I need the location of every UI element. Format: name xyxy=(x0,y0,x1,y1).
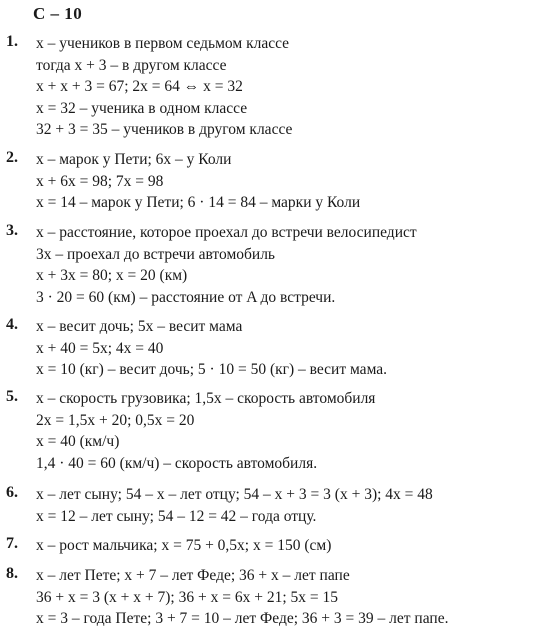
solution-line: x = 3 – года Пете; 3 + 7 = 10 – лет Феде; 36 + 3 = 39 – лет папе. xyxy=(36,610,449,627)
solution-line: x = 14 – марок у Пети; 6 · 14 = 84 – марки у Коли xyxy=(36,194,361,211)
solution-line: x = 40 (км/ч) xyxy=(36,433,120,450)
problem-body xyxy=(36,149,546,214)
problem-body xyxy=(36,316,546,381)
problem-body xyxy=(36,484,546,527)
solution-line: 32 + 3 = 35 – учеников в другом классе xyxy=(36,121,293,138)
problem-number: 6. xyxy=(6,484,18,501)
problem-number: 2. xyxy=(6,149,18,166)
solution-line: 3 · 20 = 60 (км) – расстояние от A до встречи. xyxy=(36,288,336,306)
problem-number: 7. xyxy=(6,535,18,552)
solution-line: x – расстояние, которое проехал до встречи велосипедист xyxy=(36,224,417,241)
solution-line: x – рост мальчика; x = 75 + 0,5x; x = 150 (см) xyxy=(36,537,332,554)
solution-line: x – лет Пете; x + 7 – лет Феде; 36 + x – лет папе xyxy=(36,567,350,584)
solution-line: тогда x + 3 – в другом классе xyxy=(36,56,227,74)
problem-body xyxy=(36,33,546,141)
solution-line: x – весит дочь; 5x – весит мама xyxy=(36,318,243,335)
problem-number: 8. xyxy=(6,565,18,582)
solution-line: x = 10 (кг) – весит дочь; 5 · 10 = 50 (кг) – весит мама. xyxy=(36,361,388,378)
problem-body xyxy=(36,565,546,630)
solution-line: x – лет сыну; 54 – x – лет отцу; 54 – x + 3 = 3 (x + 3); 4x = 48 xyxy=(36,486,433,503)
solution-line: 1,4 · 40 = 60 (км/ч) – скорость автомобиля. xyxy=(36,454,318,472)
solution-line: x – учеников в первом седьмом классе xyxy=(36,35,290,52)
solution-line: x + 6x = 98; 7x = 98 xyxy=(36,172,164,190)
solution-line: x + 40 = 5x; 4x = 40 xyxy=(36,339,164,357)
solution-line: x = 32 – ученика в одном классе xyxy=(36,99,248,117)
problem-body xyxy=(36,388,546,474)
solution-line: 3x – проехал до встречи автомобиль xyxy=(36,245,276,263)
solution-line: 2x = 1,5x + 20; 0,5x = 20 xyxy=(36,411,195,429)
problem-number: 3. xyxy=(6,222,18,239)
solution-line: 36 + x = 3 (x + x + 7); 36 + x = 6x + 21; 5x = 15 xyxy=(36,588,338,606)
solution-line: x + x + 3 = 67; 2x = 64 ⇔ x = 32 xyxy=(36,78,243,95)
solution-line: x = 12 – лет сыну; 54 – 12 = 42 – года отцу. xyxy=(36,507,317,525)
problem-number: 4. xyxy=(6,316,18,333)
problem-number: 5. xyxy=(6,388,18,405)
solution-line: x + 3x = 80; x = 20 (км) xyxy=(36,267,188,284)
problem-number: 1. xyxy=(6,33,18,50)
page-title: С – 10 xyxy=(33,4,83,23)
problem-body xyxy=(36,535,546,557)
solution-line: x – марок у Пети; 6x – у Коли xyxy=(36,151,232,168)
solution-line: x – скорость грузовика; 1,5x – скорость автомобиля xyxy=(36,390,376,407)
problem-body xyxy=(36,222,546,308)
